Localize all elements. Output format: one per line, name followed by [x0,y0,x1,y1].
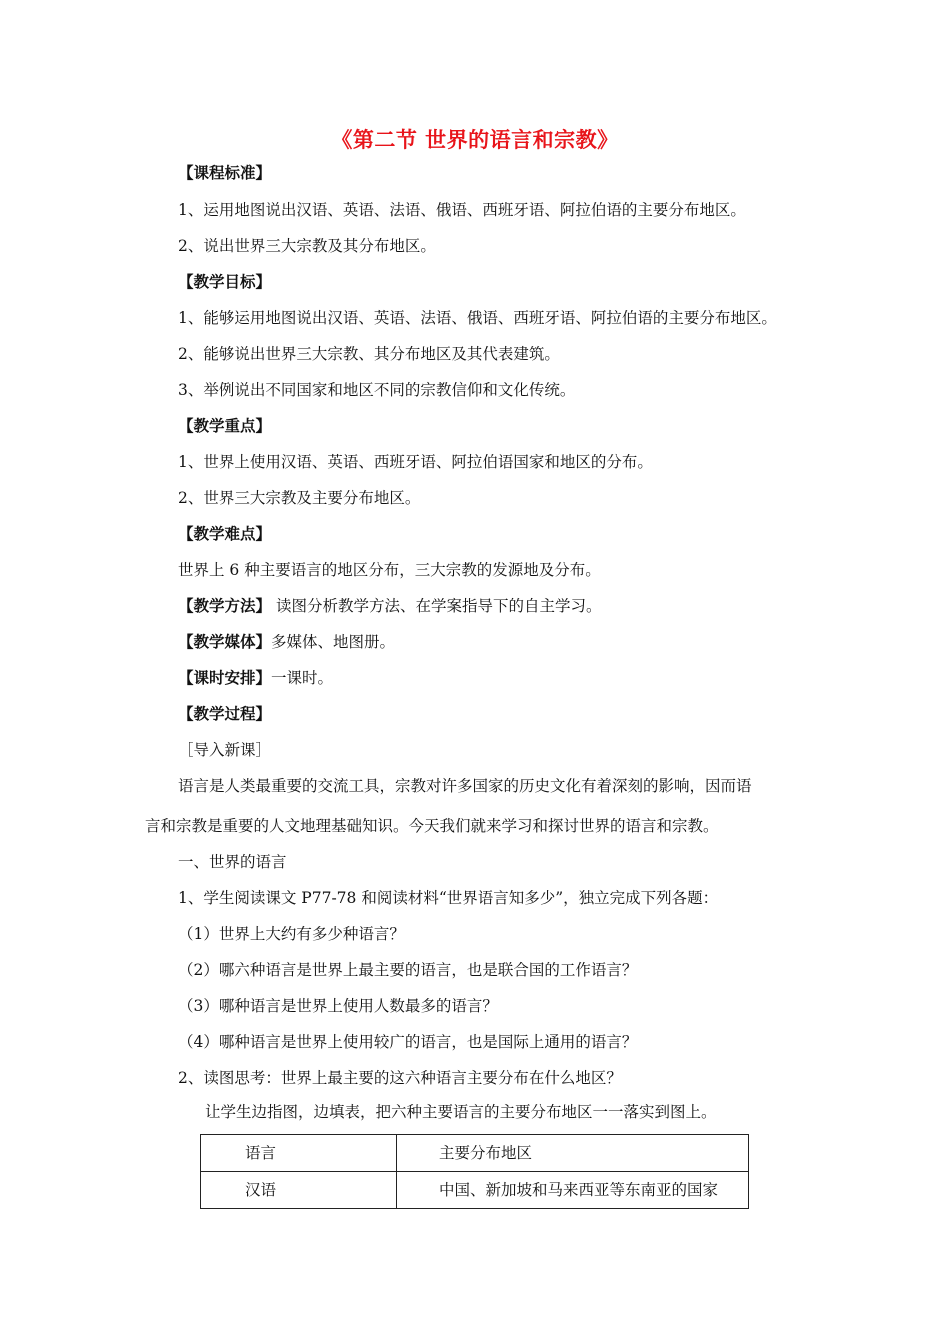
document-title: 《第二节 世界的语言和宗教》 [331,128,619,152]
difficulty-text: 世界上 6 种主要语言的地区分布，三大宗教的发源地及分布。 [178,561,601,579]
intro-paragraph-line-2: 言和宗教是重要的人文地理基础知识。今天我们就来学习和探讨世界的语言和宗教。 [145,817,719,835]
keypoint-item-1: 1、世界上使用汉语、英语、西班牙语、阿拉伯语国家和地区的分布。 [178,453,653,471]
table-header-region: 主要分布地区 [397,1135,749,1172]
standard-item-1: 1、运用地图说出汉语、英语、法语、俄语、西班牙语、阿拉伯语的主要分布地区。 [178,201,746,219]
task-2-note: 让学生边指图，边填表，把六种主要语言的主要分布地区一一落实到图上。 [205,1103,717,1121]
heading-key-points: 【教学重点】 [178,417,272,435]
goal-item-2: 2、能够说出世界三大宗教、其分布地区及其代表建筑。 [178,345,560,363]
heading-teaching-goals: 【教学目标】 [178,273,272,291]
schedule-line [178,668,333,688]
teaching-media-label: 【教学媒体】 [178,633,272,651]
task-1: 1、学生阅读课文 P77-78 和阅读材料“世界语言知多少”，独立完成下列各题： [178,889,719,907]
question-1: （1）世界上大约有多少种语言？ [178,925,405,943]
teaching-method-label: 【教学方法】 [178,597,272,615]
part-1-heading: 一、世界的语言 [178,853,287,871]
task-2: 2、读图思考：世界上最主要的这六种语言主要分布在什么地区？ [178,1069,622,1087]
heading-difficulty: 【教学难点】 [178,525,272,543]
language-distribution-table [200,1134,749,1209]
table-header-row [201,1135,749,1172]
table-cell-region: 中国、新加坡和马来西亚等东南亚的国家 [397,1172,749,1209]
keypoint-item-2: 2、世界三大宗教及主要分布地区。 [178,489,421,507]
question-2: （2）哪六种语言是世界上最主要的语言，也是联合国的工作语言？ [178,961,638,979]
question-3: （3）哪种语言是世界上使用人数最多的语言？ [178,997,498,1015]
goal-item-1: 1、能够运用地图说出汉语、英语、法语、俄语、西班牙语、阿拉伯语的主要分布地区。 [178,309,777,327]
teaching-method-text: 读图分析教学方法、在学案指导下的自主学习。 [271,597,602,615]
question-4: （4）哪种语言是世界上使用较广的语言，也是国际上通用的语言？ [178,1033,638,1051]
intro-paragraph-line-1: 语言是人类最重要的交流工具，宗教对许多国家的历史文化有着深刻的影响，因而语 [178,777,752,795]
schedule-text: 一课时。 [271,669,334,687]
table-cell-language: 汉语 [201,1172,397,1209]
goal-item-3: 3、举例说出不同国家和地区不同的宗教信仰和文化传统。 [178,381,576,399]
heading-teaching-process: 【教学过程】 [178,705,272,723]
table-header-language: 语言 [201,1135,397,1172]
schedule-label: 【课时安排】 [178,669,272,687]
intro-label: ［导入新课］ [178,741,272,759]
teaching-media-text: 多媒体、地图册。 [271,633,396,651]
table-row [201,1172,749,1209]
heading-course-standard: 【课程标准】 [178,164,272,182]
teaching-method-line [178,596,601,616]
teaching-media-line [178,632,395,652]
standard-item-2: 2、说出世界三大宗教及其分布地区。 [178,237,436,255]
